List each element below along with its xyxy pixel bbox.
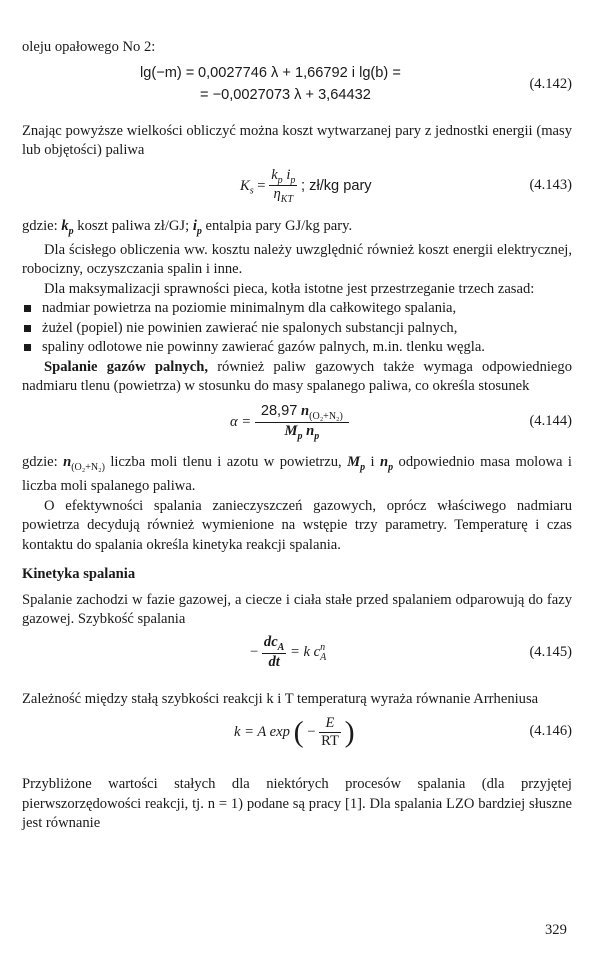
eq143-lhs: K [240, 177, 250, 194]
where1-i: i [192, 217, 197, 234]
eq146-number: (4.146) [529, 723, 572, 740]
eq143-num-sub1: p [277, 174, 283, 186]
eq146-lhs: k = A exp [234, 724, 290, 741]
eq144-den-M-sub: p [297, 430, 303, 442]
eq142-rhs: 0,0027746 λ + 1,66792 i lg(b) = [198, 64, 401, 81]
where2-n2: n [379, 453, 389, 470]
eq143-num-sub2: p [290, 174, 296, 186]
eq145-rhs-sub: A [320, 651, 327, 663]
list-item: żużel (popiel) nie powinien zawierać nie spalonych substancji palnych, [22, 319, 572, 339]
eq144-coef: 28,97 [260, 402, 298, 419]
eq144-num-sub: (O₂+N₂) [309, 410, 343, 422]
eq145-minus: − [250, 643, 259, 660]
eq145-number: (4.145) [529, 643, 572, 660]
where1-k-desc: koszt paliwa zł/GJ; [77, 217, 190, 234]
where2-text2: odpowiednio masa molowa i liczba moli spalanego paliwa. [22, 453, 572, 495]
paragraph-arrhenius: Zależność między stałą szybkości reakcji k i T temperaturą wyraża równanie Arrheniusa [22, 690, 539, 707]
eq146-left-paren: ( [293, 715, 304, 749]
eq142-line2: = −0,0027073 λ + 3,64432 [200, 86, 371, 103]
where1-i-sub: p [196, 225, 202, 237]
eq143-equals: = [257, 177, 266, 194]
eq143-unit: ; zł/kg pary [301, 177, 372, 194]
paragraph-gas-phase: Spalanie zachodzi w fazie gazowej, a ciecze i ciała stałe przed spalaniem odparowują do fazy gazowej. Szybkość spalania [22, 591, 572, 628]
eq142-lhs: lg(−m) = [140, 64, 195, 81]
equation-4-146 [22, 709, 572, 765]
eq146-num: E [325, 715, 335, 732]
eq144-lhs: α = [230, 413, 252, 430]
equation-4-142 [22, 64, 572, 112]
eq143-fraction [269, 167, 297, 206]
eq145-rhs-sup: n [320, 641, 326, 653]
equation-4-144 [22, 397, 572, 453]
eq144-num-n: n [301, 402, 310, 419]
paragraph-gas-combustion [22, 358, 572, 397]
eq146-den: RT [321, 733, 339, 750]
paragraph-approximate: Przybliżone wartości stałych dla niektórych procesów spalania (dla przyjętej pierwszorzędowości reakcji, tj. n = 1) podane są pracy [1]. Dla spalania LZO bardziej słuszne jest równanie [22, 776, 572, 832]
eq143-number: (4.143) [529, 176, 572, 193]
where-n-M [22, 453, 572, 497]
eq145-num-sub: A [277, 641, 285, 653]
where2-text1: liczba moli tlenu i azotu w powietrzu, [110, 453, 342, 470]
eq144-number: (4.144) [529, 412, 572, 429]
eq144-den-n: n [306, 422, 315, 439]
eq145-den: dt [268, 653, 280, 670]
section-heading: Kinetyka spalania [22, 566, 136, 583]
equation-4-145 [22, 630, 572, 684]
where2-n2-sub: p [388, 461, 394, 473]
where1-k-sub: p [68, 225, 74, 237]
where-kp-ip [22, 217, 572, 241]
list-item: nadmiar powietrza na poziomie minimalnym dla całkowitego spalania, [22, 299, 572, 319]
eq143-num-i: i [286, 166, 291, 183]
where1-i-desc: entalpia pary GJ/kg pary. [205, 217, 353, 234]
rules-list [22, 299, 572, 358]
eq144-den-M: M [284, 422, 298, 439]
where2-M: M [347, 453, 361, 470]
where2-n: n [63, 453, 72, 470]
page-content [22, 38, 572, 834]
eq145-rhs: = k c [290, 643, 321, 660]
paragraph-exact-cost: Dla ścisłego obliczenia ww. kosztu należy uwzględnić również koszt energii elektrycznej, robocizny, oczyszczania spalin i inne. [22, 241, 572, 278]
where1-k: k [61, 217, 69, 234]
eq145-fraction [262, 634, 286, 671]
eq143-lhs-sub: s [249, 185, 254, 197]
eq146-fraction [319, 715, 341, 750]
list-item: spaliny odlotowe nie powinny zawierać gazów palnych, m.in. tlenku węgla. [22, 338, 572, 358]
gas-combustion-bold: Spalanie gazów palnych, [44, 358, 208, 375]
paragraph-cost: Znając powyższe wielkości obliczyć można koszt wytwarzanej pary z jednostki energii (masy lub objętości) paliwa [22, 122, 572, 158]
where2-M-sub: p [360, 461, 366, 473]
eq146-right-paren: ) [344, 715, 355, 749]
eq144-den-n-sub: p [314, 430, 320, 442]
where2-n-sub: (O₂+N₂) [71, 461, 105, 473]
eq143-den-eta: η [273, 186, 281, 203]
paragraph-efficiency: Dla maksymalizacji sprawności pieca, kotła istotne jest przestrzeganie trzech zasad: [44, 280, 535, 297]
eq144-fraction [255, 403, 349, 442]
where1-lead: gdzie: [22, 217, 58, 234]
eq143-den-sub: KT [280, 194, 294, 206]
eq145-num: dc [263, 633, 278, 650]
eq142-number: (4.142) [529, 75, 572, 92]
gas-combustion-rest: również paliw gazowych także wymaga odpowiedniego nadmiaru tlenu (powietrza) w stosunku do masy spalanego paliwa, co określa stosunek [22, 358, 572, 395]
page-number: 329 [545, 922, 567, 938]
where2-and: i [370, 453, 375, 470]
where2-lead: gdzie: [22, 453, 58, 470]
equation-4-143 [22, 163, 572, 213]
eq146-minus: − [307, 724, 316, 741]
eq143-num-k: k [271, 166, 278, 183]
paragraph-effectiveness: O efektywności spalania zanieczyszczeń gazowych, oprócz właściwego nadmiaru powietrza decydują również wymienione na wstępie trzy parametry. Temperaturę i czas kontaktu do spalania określa kinetyka reakcji spalania. [22, 497, 572, 553]
intro-line: oleju opałowego No 2: [22, 39, 156, 55]
